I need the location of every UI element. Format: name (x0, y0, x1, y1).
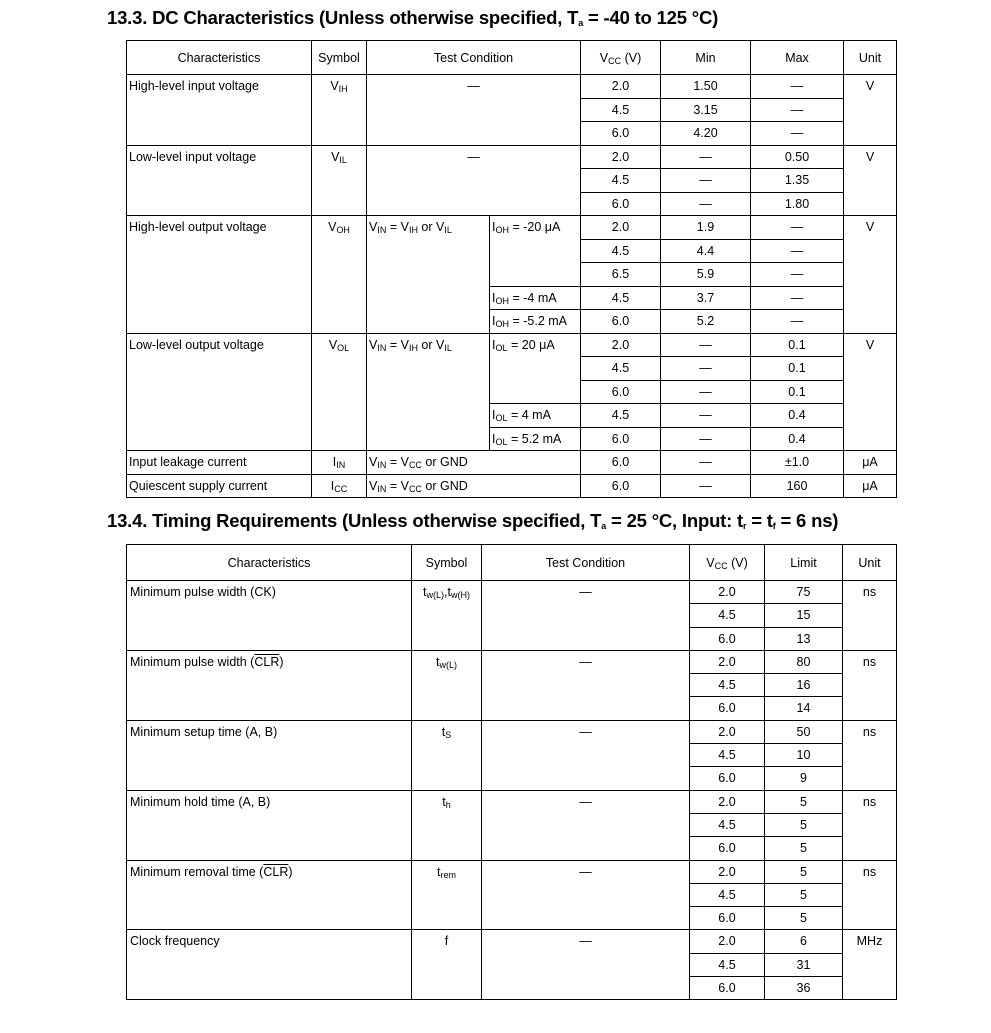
vcc-value: 6.5 (581, 263, 661, 287)
col-unit: Unit (844, 41, 897, 75)
table-row (127, 145, 897, 169)
max-value: — (751, 239, 844, 263)
symbol: $t_{w(L)}$ (412, 650, 482, 720)
symbol: $V_{OL}$ (312, 333, 367, 451)
vcc-value: 6.0 (581, 380, 661, 404)
min-value: 5.2 (661, 310, 751, 334)
table-row (127, 451, 897, 475)
vcc-value: 2.0 (690, 930, 765, 953)
vcc-value: 4.5 (690, 674, 765, 697)
vcc-value: 6.0 (690, 977, 765, 1000)
symbol: $I_{IN}$ (312, 451, 367, 475)
limit-value: 5 (765, 837, 843, 860)
limit-value: 9 (765, 767, 843, 790)
table-row (127, 474, 897, 498)
min-value: 4.4 (661, 239, 751, 263)
characteristic-name: Minimum pulse width (CK) (127, 581, 412, 651)
max-value: 0.1 (751, 380, 844, 404)
col-test-condition: Test Condition (482, 545, 690, 581)
symbol: $t_S$ (412, 720, 482, 790)
max-value: — (751, 122, 844, 146)
limit-value: 31 (765, 953, 843, 976)
limit-value: 10 (765, 744, 843, 767)
timing-requirements-heading: 13.4. Timing Requirements (Unless otherwise specified, $T_a = 25$ °C, Input: $t_r = t_f = 6$ ns) (107, 510, 839, 531)
max-value: 160 (751, 474, 844, 498)
max-value: 0.4 (751, 427, 844, 451)
characteristic-name: Minimum pulse width $(\overline{CLR})$ (127, 650, 412, 720)
vcc-value: 4.5 (581, 169, 661, 193)
characteristic-name: Low-level input voltage (127, 145, 312, 216)
min-value: 3.7 (661, 286, 751, 310)
characteristic-name: High-level input voltage (127, 75, 312, 146)
max-value: — (751, 263, 844, 287)
characteristic-name: Minimum setup time (A, B) (127, 720, 412, 790)
table-row (127, 720, 897, 743)
table-row (127, 216, 897, 240)
vcc-value: 6.0 (581, 474, 661, 498)
min-value: 1.9 (661, 216, 751, 240)
limit-value: 6 (765, 930, 843, 953)
vcc-value: 6.0 (581, 310, 661, 334)
vcc-value: 2.0 (581, 75, 661, 99)
test-condition: — (482, 581, 690, 651)
table-row (127, 930, 897, 953)
limit-value: 50 (765, 720, 843, 743)
vcc-value: 6.0 (690, 907, 765, 930)
limit-value: 15 (765, 604, 843, 627)
limit-value: 14 (765, 697, 843, 720)
symbol: $V_{IH}$ (312, 75, 367, 146)
vcc-value: 4.5 (581, 357, 661, 381)
vcc-value: 2.0 (690, 650, 765, 673)
unit: ns (843, 860, 897, 930)
table-row (127, 75, 897, 99)
characteristic-name: Input leakage current (127, 451, 312, 475)
unit: ns (843, 581, 897, 651)
min-value: — (661, 451, 751, 475)
col-symbol: Symbol (412, 545, 482, 581)
vcc-value: 4.5 (581, 404, 661, 428)
vcc-value: 4.5 (690, 744, 765, 767)
limit-value: 13 (765, 627, 843, 650)
vcc-value: 6.0 (581, 427, 661, 451)
col-symbol: Symbol (312, 41, 367, 75)
min-value: — (661, 404, 751, 428)
limit-value: 5 (765, 790, 843, 813)
table-row (127, 581, 897, 604)
dc-header-row (127, 41, 897, 75)
table-row (127, 650, 897, 673)
characteristic-name: Low-level output voltage (127, 333, 312, 451)
unit: μA (844, 451, 897, 475)
vcc-value: 6.0 (690, 697, 765, 720)
min-value: — (661, 169, 751, 193)
vcc-value: 2.0 (690, 581, 765, 604)
unit: ns (843, 720, 897, 790)
limit-value: 75 (765, 581, 843, 604)
test-condition: $V_{IN} = V_{CC}$ or GND (367, 451, 581, 475)
test-condition: — (482, 930, 690, 1000)
col-characteristics: Characteristics (127, 545, 412, 581)
characteristic-name: Minimum removal time $(\overline{CLR})$ (127, 860, 412, 930)
timing-requirements-table (126, 544, 897, 1000)
col-unit: Unit (843, 545, 897, 581)
col-limit: Limit (765, 545, 843, 581)
vcc-value: 4.5 (690, 604, 765, 627)
dc-characteristics-heading: 13.3. DC Characteristics (Unless otherwise specified, $T_a = -40$ to 125 °C) (107, 7, 719, 28)
unit: ns (843, 790, 897, 860)
limit-value: 80 (765, 650, 843, 673)
symbol: $t_{w(L)},t_{w(H)}$ (412, 581, 482, 651)
max-value: 0.1 (751, 333, 844, 357)
symbol: $t_h$ (412, 790, 482, 860)
col-test-condition: Test Condition (367, 41, 581, 75)
sub-condition: $I_{OL} = 5.2$ mA (490, 427, 581, 451)
test-condition: — (482, 790, 690, 860)
vcc-value: 2.0 (690, 790, 765, 813)
max-value: — (751, 286, 844, 310)
vcc-value: 4.5 (690, 813, 765, 836)
vcc-value: 6.0 (581, 122, 661, 146)
characteristic-name: Clock frequency (127, 930, 412, 1000)
min-value: — (661, 333, 751, 357)
vcc-value: 6.0 (690, 837, 765, 860)
test-condition: $V_{IN} = V_{IH}$ or $V_{IL}$ (367, 333, 490, 451)
col-vcc: $V_{CC}$ (V) (690, 545, 765, 581)
vcc-value: 2.0 (581, 216, 661, 240)
unit: ns (843, 650, 897, 720)
symbol: $I_{CC}$ (312, 474, 367, 498)
limit-value: 5 (765, 883, 843, 906)
col-min: Min (661, 41, 751, 75)
limit-value: 5 (765, 813, 843, 836)
limit-value: 16 (765, 674, 843, 697)
vcc-value: 2.0 (581, 333, 661, 357)
max-value: — (751, 310, 844, 334)
symbol: $V_{OH}$ (312, 216, 367, 334)
min-value: 5.9 (661, 263, 751, 287)
table-row (127, 860, 897, 883)
vcc-value: 2.0 (690, 860, 765, 883)
sub-condition: $I_{OH} = -5.2$ mA (490, 310, 581, 334)
max-value: 0.4 (751, 404, 844, 428)
unit: μA (844, 474, 897, 498)
min-value: — (661, 427, 751, 451)
table-row (127, 333, 897, 357)
col-vcc: $V_{CC}$ (V) (581, 41, 661, 75)
test-condition: $V_{IN} = V_{CC}$ or GND (367, 474, 581, 498)
max-value: 0.1 (751, 357, 844, 381)
min-value: — (661, 474, 751, 498)
vcc-value: 6.0 (581, 451, 661, 475)
test-condition: — (482, 650, 690, 720)
min-value: — (661, 192, 751, 216)
timing-body (127, 581, 897, 1000)
max-value: — (751, 75, 844, 99)
characteristic-name: Quiescent supply current (127, 474, 312, 498)
min-value: 1.50 (661, 75, 751, 99)
vcc-value: 6.0 (581, 192, 661, 216)
unit: MHz (843, 930, 897, 1000)
col-characteristics: Characteristics (127, 41, 312, 75)
min-value: — (661, 145, 751, 169)
min-value: — (661, 357, 751, 381)
test-condition: — (482, 860, 690, 930)
table-row (127, 790, 897, 813)
unit: V (844, 216, 897, 334)
test-condition: — (367, 75, 581, 146)
test-condition: — (482, 720, 690, 790)
test-condition: — (367, 145, 581, 216)
dc-characteristics-table (126, 40, 897, 498)
max-value: 0.50 (751, 145, 844, 169)
sub-condition: $I_{OH} = -20$ μA (490, 216, 581, 287)
max-value: 1.35 (751, 169, 844, 193)
col-max: Max (751, 41, 844, 75)
vcc-value: 4.5 (690, 953, 765, 976)
max-value: ±1.0 (751, 451, 844, 475)
vcc-value: 6.0 (690, 767, 765, 790)
vcc-value: 6.0 (690, 627, 765, 650)
sub-condition: $I_{OL} = 4$ mA (490, 404, 581, 428)
sub-condition: $I_{OL} = 20$ μA (490, 333, 581, 404)
vcc-value: 2.0 (581, 145, 661, 169)
limit-value: 36 (765, 977, 843, 1000)
timing-header-row (127, 545, 897, 581)
vcc-value: 4.5 (581, 286, 661, 310)
vcc-value: 4.5 (581, 98, 661, 122)
symbol: f (412, 930, 482, 1000)
characteristic-name: High-level output voltage (127, 216, 312, 334)
min-value: — (661, 380, 751, 404)
min-value: 3.15 (661, 98, 751, 122)
unit: V (844, 145, 897, 216)
min-value: 4.20 (661, 122, 751, 146)
symbol: $t_{rem}$ (412, 860, 482, 930)
vcc-value: 4.5 (581, 239, 661, 263)
max-value: 1.80 (751, 192, 844, 216)
vcc-value: 2.0 (690, 720, 765, 743)
limit-value: 5 (765, 907, 843, 930)
vcc-value: 4.5 (690, 883, 765, 906)
symbol: $V_{IL}$ (312, 145, 367, 216)
max-value: — (751, 98, 844, 122)
max-value: — (751, 216, 844, 240)
characteristic-name: Minimum hold time (A, B) (127, 790, 412, 860)
unit: V (844, 75, 897, 146)
test-condition: $V_{IN} = V_{IH}$ or $V_{IL}$ (367, 216, 490, 334)
sub-condition: $I_{OH} = -4$ mA (490, 286, 581, 310)
limit-value: 5 (765, 860, 843, 883)
unit: V (844, 333, 897, 451)
